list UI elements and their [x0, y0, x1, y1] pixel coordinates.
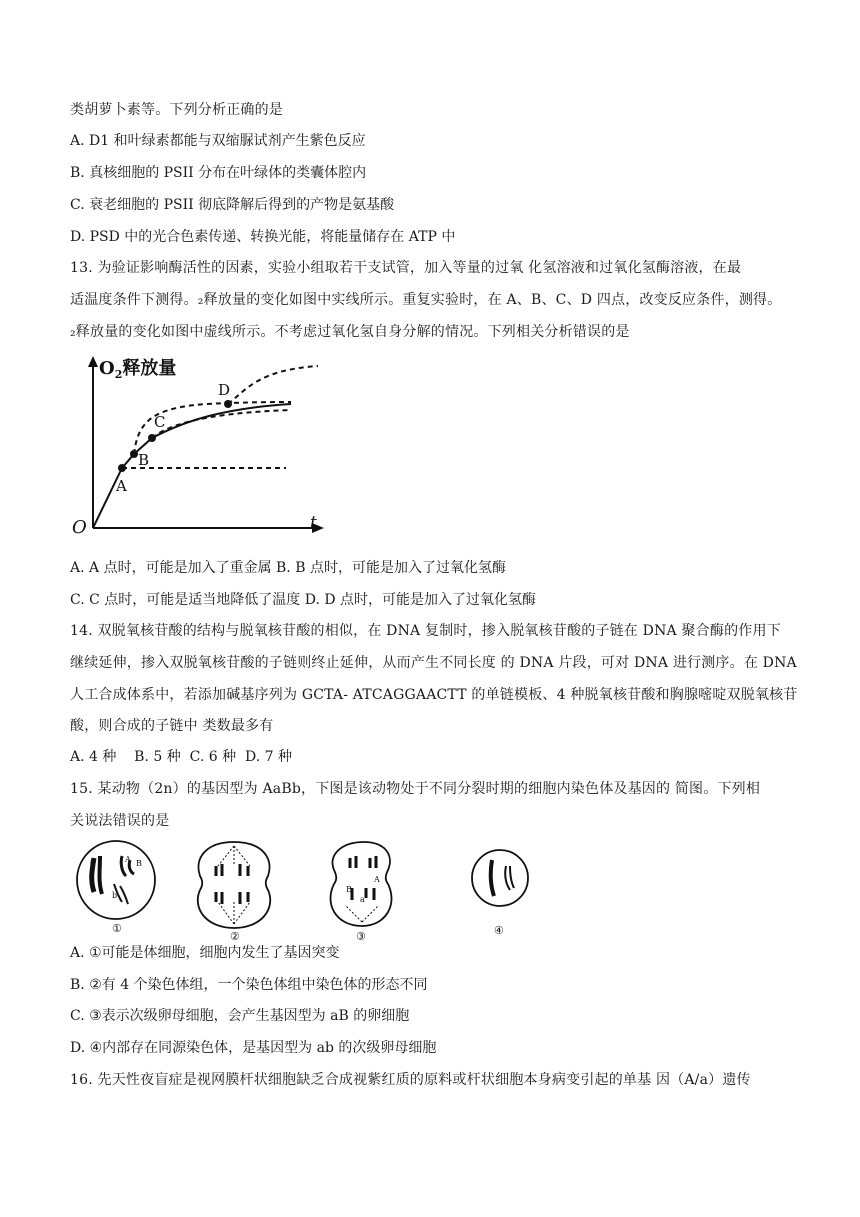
cell-2 — [198, 842, 270, 943]
svg-text:B: B — [136, 859, 142, 868]
x-axis-label: t — [310, 513, 317, 533]
point-d-label: D — [218, 381, 231, 399]
q13-stem-line-3: ₂释放量的变化如图中虚线所示。不考虑过氧化氢自身分解的情况。下列相关分析错误的是 — [70, 324, 630, 340]
dashed-curve-d — [228, 366, 318, 404]
point-c — [148, 434, 156, 442]
point-b-label: B — [138, 451, 150, 469]
q12-option-c: C. 衰老细胞的 PSII 彻底降解后得到的产物是氨基酸 — [70, 197, 395, 213]
q12-stem-tail: 类胡萝卜素等。下列分析正确的是 — [70, 102, 283, 118]
origin-label: O — [72, 517, 87, 538]
q13-graph — [66, 350, 336, 540]
point-c-label: C — [154, 413, 166, 431]
cell-2-label: ② — [230, 930, 240, 943]
q14-stem-line-3: 人工合成体系中，若添加碱基序列为 GCTA- ATCAGGAACTT 的单链模板、4 种脱氧核苷酸和胸腺嘧啶双脱氧核苷 — [70, 687, 798, 703]
q15-option-d: D. ④内部存在同源染色体，是基因型为 ab 的次级卵母细胞 — [70, 1040, 437, 1056]
cell-4 — [472, 850, 528, 937]
q14-stem-line-4: 酸，则合成的子链中 类数最多有 — [70, 718, 274, 734]
q15-stem-line-2: 关说法错误的是 — [70, 813, 170, 829]
cell-4-label: ④ — [494, 924, 504, 937]
q12-option-d: D. PSD 中的光合色素传递、转换光能，将能量储存在 ATP 中 — [70, 229, 456, 245]
dashed-curve-c — [152, 410, 291, 438]
point-b — [130, 450, 138, 458]
svg-text:B: B — [346, 885, 352, 894]
cell-3 — [330, 842, 391, 943]
q13-stem-line-1: 13. 为验证影响酶活性的因素，实验小组取若干支试管，加入等量的过氧 化氢溶液和过氧化氢酶溶液，在最 — [70, 260, 742, 276]
cell-3-label: ③ — [356, 930, 366, 943]
point-a-label: A — [116, 477, 127, 495]
svg-text:b: b — [112, 891, 118, 900]
y-axis-label: $O_2$释放量 — [99, 358, 177, 381]
q12-option-a: A. D1 和叶绿素都能与双缩脲试剂产生紫色反应 — [70, 133, 366, 149]
q14-options: A. 4 种 B. 5 种 C. 6 种 D. 7 种 — [70, 749, 292, 765]
q14-stem-line-2: 继续延伸，掺入双脱氧核苷酸的子链则终止延伸，从而产生不同长度 的 DNA 片段，可对 DNA 进行测序。在 DNA — [70, 655, 797, 671]
q14-stem-line-1: 14. 双脱氧核苷酸的结构与脱氧核苷酸的相似，在 DNA 复制时，掺入脱氧核苷酸的子链在 DNA 聚合酶的作用下 — [70, 623, 781, 639]
q13-options-line-2: C. C 点时，可能是适当地降低了温度 D. D 点时，可能是加入了过氧化氢酶 — [70, 592, 537, 608]
q15-option-c: C. ③表示次级卵母细胞，会产生基因型为 aB 的卵细胞 — [70, 1008, 410, 1024]
svg-text:A: A — [125, 855, 131, 864]
q12-option-b: B. 真核细胞的 PSII 分布在叶绿体的类囊体腔内 — [70, 165, 367, 181]
q13-stem-line-2: 适温度条件下测得。₂释放量的变化如图中实线所示。重复实验时，在 A、B、C、D 四点，改变反应条件，测得。 — [70, 292, 782, 308]
svg-text:a: a — [360, 895, 365, 904]
q13-options-line-1: A. A 点时，可能是加入了重金属 B. B 点时，可能是加入了过氧化氢酶 — [70, 560, 506, 576]
q16-stem: 16. 先天性夜盲症是视网膜杆状细胞缺乏合成视紫红质的原料或杆状细胞本身病变引起的单基 因（A/a）遗传 — [70, 1072, 751, 1088]
svg-text:a: a — [90, 857, 95, 866]
q15-cell-figure — [70, 836, 540, 943]
cell-1 — [77, 841, 155, 935]
svg-text:A: A — [374, 875, 380, 884]
y-axis-arrow — [88, 356, 98, 367]
point-d — [224, 400, 232, 408]
q15-option-a: A. ①可能是体细胞，细胞内发生了基因突变 — [70, 945, 340, 961]
cell-1-label: ① — [112, 922, 122, 935]
q15-stem-line-1: 15. 某动物（2n）的基因型为 AaBb，下图是该动物处于不同分裂时期的细胞内染色体及基因的 简图。下列相 — [70, 781, 761, 797]
point-a — [118, 464, 126, 472]
q15-option-b: B. ②有 4 个染色体组，一个染色体组中染色体的形态不同 — [70, 977, 428, 993]
